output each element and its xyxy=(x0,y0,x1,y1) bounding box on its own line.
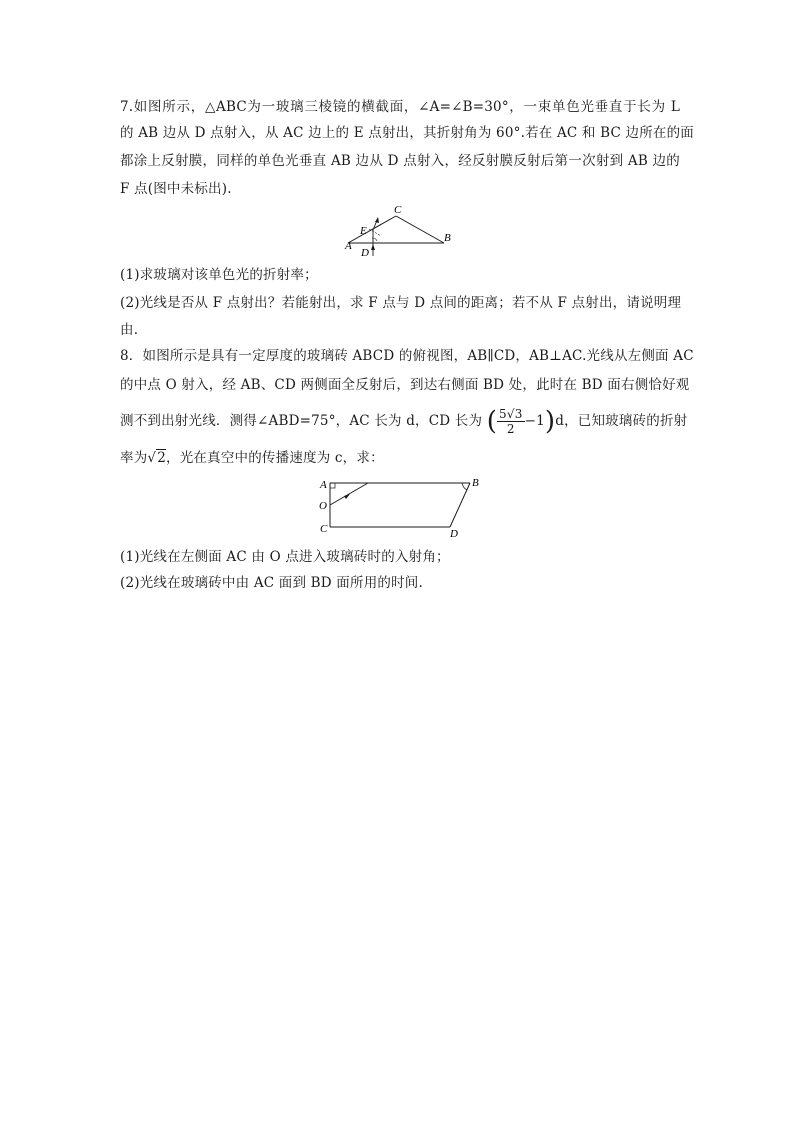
p8-line-3 xyxy=(120,404,688,438)
label-c: C xyxy=(320,523,328,535)
p8-line-3-text-b: d，已知玻璃砖的折射 xyxy=(555,413,688,429)
angle-b-arc xyxy=(462,483,467,490)
p7-line-1: 7.如图所示，△ABC为一玻璃三棱镜的横截面，∠A=∠B=30°，一束单色光垂直于长为 L xyxy=(120,99,680,115)
right-angle-mark xyxy=(330,483,335,488)
p7-line-4: F 点(图中未标出). xyxy=(120,181,232,197)
label-b: B xyxy=(444,232,451,244)
left-paren: ( xyxy=(486,406,498,437)
p8-question-1: (1)光线在左侧面 AC 由 O 点进入玻璃砖时的入射角； xyxy=(120,549,450,565)
label-d: D xyxy=(450,528,458,540)
p8-line-4 xyxy=(120,449,680,467)
label-e: E xyxy=(360,225,367,237)
label-c: C xyxy=(394,204,402,216)
sqrt-symbol: √ xyxy=(147,450,157,466)
p8-line-2: 的中点 O 射入，经 AB、CD 两侧面全反射后，到达右侧面 BD 处，此时在 BD 面右侧恰好观 xyxy=(120,377,690,393)
p8-line-1: 8．如图所示是具有一定厚度的玻璃砖 ABCD 的俯视图，AB∥CD，AB⊥AC.光线从左侧面 AC xyxy=(120,348,694,364)
p7-question-1: (1)求玻璃对该单色光的折射率； xyxy=(120,267,318,283)
prism-triangle-figure xyxy=(336,200,466,260)
label-a: A xyxy=(320,479,327,491)
p8-question-2: (2)光线在玻璃砖中由 AC 面到 BD 面所用的时间. xyxy=(120,575,424,591)
fraction-tail: −1 xyxy=(524,413,545,429)
p7-line-3: 都涂上反射膜，同样的单色光垂直 AB 边从 D 点射入，经反射膜反射后第一次射到 AB 边的 xyxy=(120,153,680,169)
right-paren: ) xyxy=(544,406,556,437)
p8-line-4-text-a: 率为 xyxy=(120,450,148,466)
sqrt-argument: 2 xyxy=(157,450,167,466)
p7-line-2: 的 AB 边从 D 点射入，从 AC 边上的 E 点射出，其折射角为 60°.若在 AC 和 BC 边所在的面 xyxy=(120,125,695,141)
refracted-arrow xyxy=(375,217,379,223)
edge-ac xyxy=(348,216,396,243)
edge-bd xyxy=(450,483,470,527)
incident-arrow xyxy=(371,244,375,250)
p8-line-3-text-a: 测不到出射光线．测得∠ABD=75°，AC 长为 d，CD 长为 xyxy=(120,413,483,429)
fraction-denominator: 2 xyxy=(506,422,515,436)
edge-bc xyxy=(396,216,444,243)
label-b: B xyxy=(472,477,479,489)
p7-question-2-line-2: 由. xyxy=(120,322,139,338)
p8-line-4-text-b: ，光在真空中的传播速度为 c，求： xyxy=(166,450,384,466)
label-d: D xyxy=(361,247,369,259)
fraction xyxy=(497,407,525,436)
fraction-numerator: 5√3 xyxy=(499,407,523,421)
light-ray xyxy=(330,483,368,505)
glass-brick-figure xyxy=(312,474,492,542)
label-o: O xyxy=(319,500,327,512)
label-a: A xyxy=(345,240,352,252)
p7-question-2-line-1: (2)光线是否从 F 点射出？若能射出，求 F 点与 D 点间的距离；若不从 F 点射出，请说明理 xyxy=(120,295,682,311)
